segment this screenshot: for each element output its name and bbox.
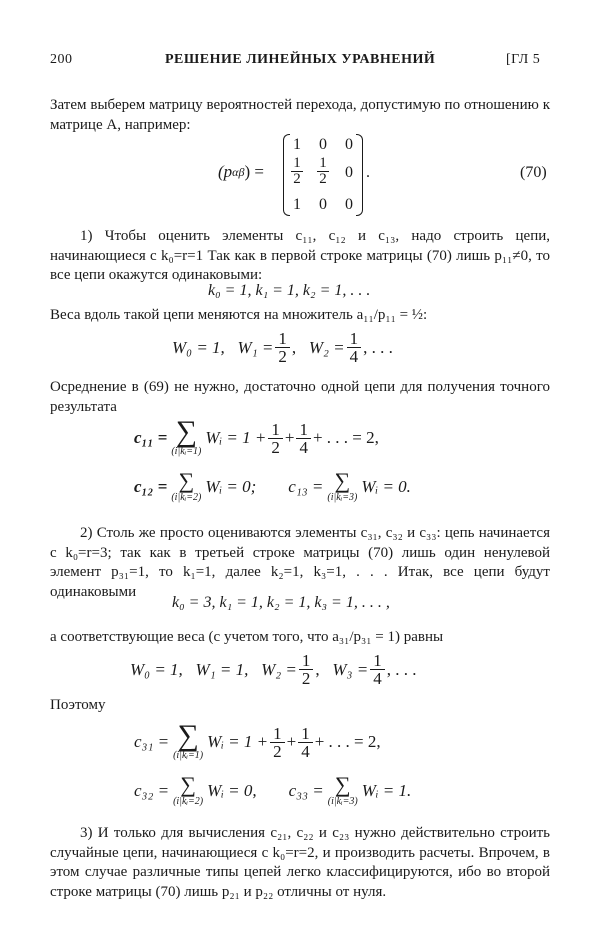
c11-label: c₁₁ = bbox=[134, 428, 168, 447]
w0: W₀ = 1, bbox=[172, 337, 225, 357]
c13-label: c₁₃ = bbox=[288, 477, 324, 496]
matrix-cell: 0 bbox=[345, 136, 353, 153]
w0: W₀ = 1, bbox=[130, 659, 183, 679]
item2-weights-text: а соответствующие веса (с учетом того, что a₃₁/p₃₁ = 1) равны bbox=[50, 629, 444, 645]
matrix-cell: 0 bbox=[345, 196, 353, 213]
fraction: $\frac{1}{2}$ bbox=[299, 652, 314, 687]
eq-c11: c₁₁ = ∑ (i|kᵢ=1) Wᵢ = 1 + $\frac{1}{2}$ + $\frac{1}{4}$ + . . . = 2, bbox=[134, 415, 379, 457]
matrix-lhs: (p bbox=[218, 162, 233, 181]
c32-label: c₃₂ = bbox=[134, 781, 170, 800]
matrix-lhs-sub: αβ bbox=[232, 164, 245, 179]
sum-symbol: ∑ (i|kᵢ=1) bbox=[173, 719, 204, 761]
w2: W₂ = bbox=[261, 659, 297, 679]
matrix-cell: 1 2 bbox=[293, 155, 301, 187]
c32-rhs: Wᵢ = 0, bbox=[207, 781, 257, 800]
w2: W₂ = bbox=[308, 337, 345, 357]
chapter-ref: [ГЛ 5 bbox=[506, 52, 541, 67]
matrix-cell: 1 bbox=[293, 136, 301, 153]
c31-rhs: Wᵢ = 1 + bbox=[207, 732, 269, 751]
sum-symbol: ∑ (i|kᵢ=1) bbox=[171, 415, 202, 457]
sum-symbol: ∑ (i|kᵢ=3) bbox=[327, 468, 358, 503]
sum-symbol: ∑ (i|kᵢ=2) bbox=[171, 468, 202, 503]
c11-rhs: Wᵢ = 1 + bbox=[205, 428, 267, 447]
eq-c31: c₃₁ = ∑ (i|kᵢ=1) Wᵢ = 1 + $\frac{1}{2}$ + $\frac{1}{4}$ + . . . = 2, bbox=[134, 719, 381, 761]
item2-weights: W₀ = 1, W₁ = 1, W₂ = $\frac{1}{2}$ , W₃ = $\frac{1}{4}$ , . . . bbox=[130, 651, 417, 688]
c33-rhs: Wᵢ = 1. bbox=[361, 781, 412, 800]
item1-chain: k₀ = 1, k₁ = 1, k₂ = 1, . . . bbox=[208, 282, 371, 299]
fraction: $\frac{1}{2}$ bbox=[268, 421, 283, 456]
matrix-cell: 1 2 bbox=[319, 155, 327, 187]
item1-paragraph: 1) Чтобы оценить элементы c₁₁, c₁₂ и c₁₃, надо строить цепи, начинающиеся с k₀=r=1 Так как в первой строке матрицы (70) лишь p₁₁≠0, то все цепи окажутся одинаковыми: bbox=[50, 228, 550, 283]
item2-chain: k₀ = 3, k₁ = 1, k₂ = 1, k₃ = 1, . . . , bbox=[172, 594, 390, 611]
item1-averaging-text: Осреднение в (69) не нужно, достаточно одной цепи для получения точного результата bbox=[50, 379, 550, 415]
therefore-text: Поэтому bbox=[50, 697, 106, 713]
fraction: $\frac{1}{4}$ bbox=[298, 725, 313, 760]
transition-matrix bbox=[283, 134, 363, 216]
w3: W₃ = bbox=[332, 659, 369, 679]
fraction: $\frac{1}{4}$ bbox=[370, 652, 385, 687]
running-title: РЕШЕНИЕ ЛИНЕЙНЫХ УРАВНЕНИЙ bbox=[165, 52, 436, 67]
item1-weights: W₀ = 1, W₁ = $\frac{1}{2}$ , W₂ = $\frac{1}{4}$ , . . . bbox=[172, 329, 393, 366]
matrix-eq-sign: ) = bbox=[244, 162, 264, 181]
matrix-cell: 1 bbox=[293, 196, 301, 213]
matrix-cell: 0 bbox=[319, 136, 327, 153]
equation-number: (70) bbox=[520, 164, 547, 181]
fraction: $\frac{1}{2}$ bbox=[275, 330, 290, 365]
w1: W₁ = bbox=[237, 337, 274, 357]
eq-c12-c13 bbox=[134, 470, 411, 504]
intro-paragraph: Затем выберем матрицу вероятностей перехода, допустимую по отношению к матрице A, например: bbox=[50, 97, 550, 133]
fraction: $\frac{1}{2}$ bbox=[270, 725, 285, 760]
item3-paragraph: 3) И только для вычисления c₂₁, c₂₂ и c₂₃ нужно действительно строить случайные цепи, начинающиеся с k₀=r=2, и производить расчеты. Впрочем, в этом случае различные типы цепей легко классифицируются, ибо во второй строке матрицы (70) лишь p₂₁ и p₂₂ отличны от нуля. bbox=[50, 825, 550, 900]
sum-symbol: ∑ (i|kᵢ=2) bbox=[173, 772, 204, 807]
c13-rhs: Wᵢ = 0. bbox=[361, 477, 411, 496]
c31-label: c₃₁ = bbox=[134, 732, 170, 751]
c12-rhs: Wᵢ = 0; bbox=[205, 477, 257, 496]
w1: W₁ = 1, bbox=[195, 659, 249, 679]
matrix-equation bbox=[218, 162, 264, 182]
item1-weights-text: Веса вдоль такой цепи меняются на множитель a₁₁/p₁₁ = ½: bbox=[50, 307, 428, 323]
item2-paragraph: 2) Столь же просто оцениваются элементы c₃₁, c₃₂ и c₃₃: цепь начинается с k₀=r=3; так как в третьей строке матрицы (70) лишь один ненулевой элемент p₃₁=1, то k₁=1, далее k₂=1, k₃=1, . . . Итак, все цепи будут одинаковыми bbox=[50, 525, 550, 600]
eq-c32-c33 bbox=[134, 774, 411, 808]
fraction: $\frac{1}{4}$ bbox=[296, 421, 311, 456]
fraction: $\frac{1}{4}$ bbox=[347, 330, 362, 365]
matrix-period: . bbox=[366, 164, 370, 181]
matrix-cell: 0 bbox=[345, 164, 353, 181]
c12-label: c₁₂ = bbox=[134, 477, 168, 496]
matrix-cell: 0 bbox=[319, 196, 327, 213]
c33-label: c₃₃ = bbox=[288, 781, 324, 800]
sum-symbol: ∑ (i|kᵢ=3) bbox=[327, 772, 358, 807]
page-number: 200 bbox=[50, 52, 73, 67]
